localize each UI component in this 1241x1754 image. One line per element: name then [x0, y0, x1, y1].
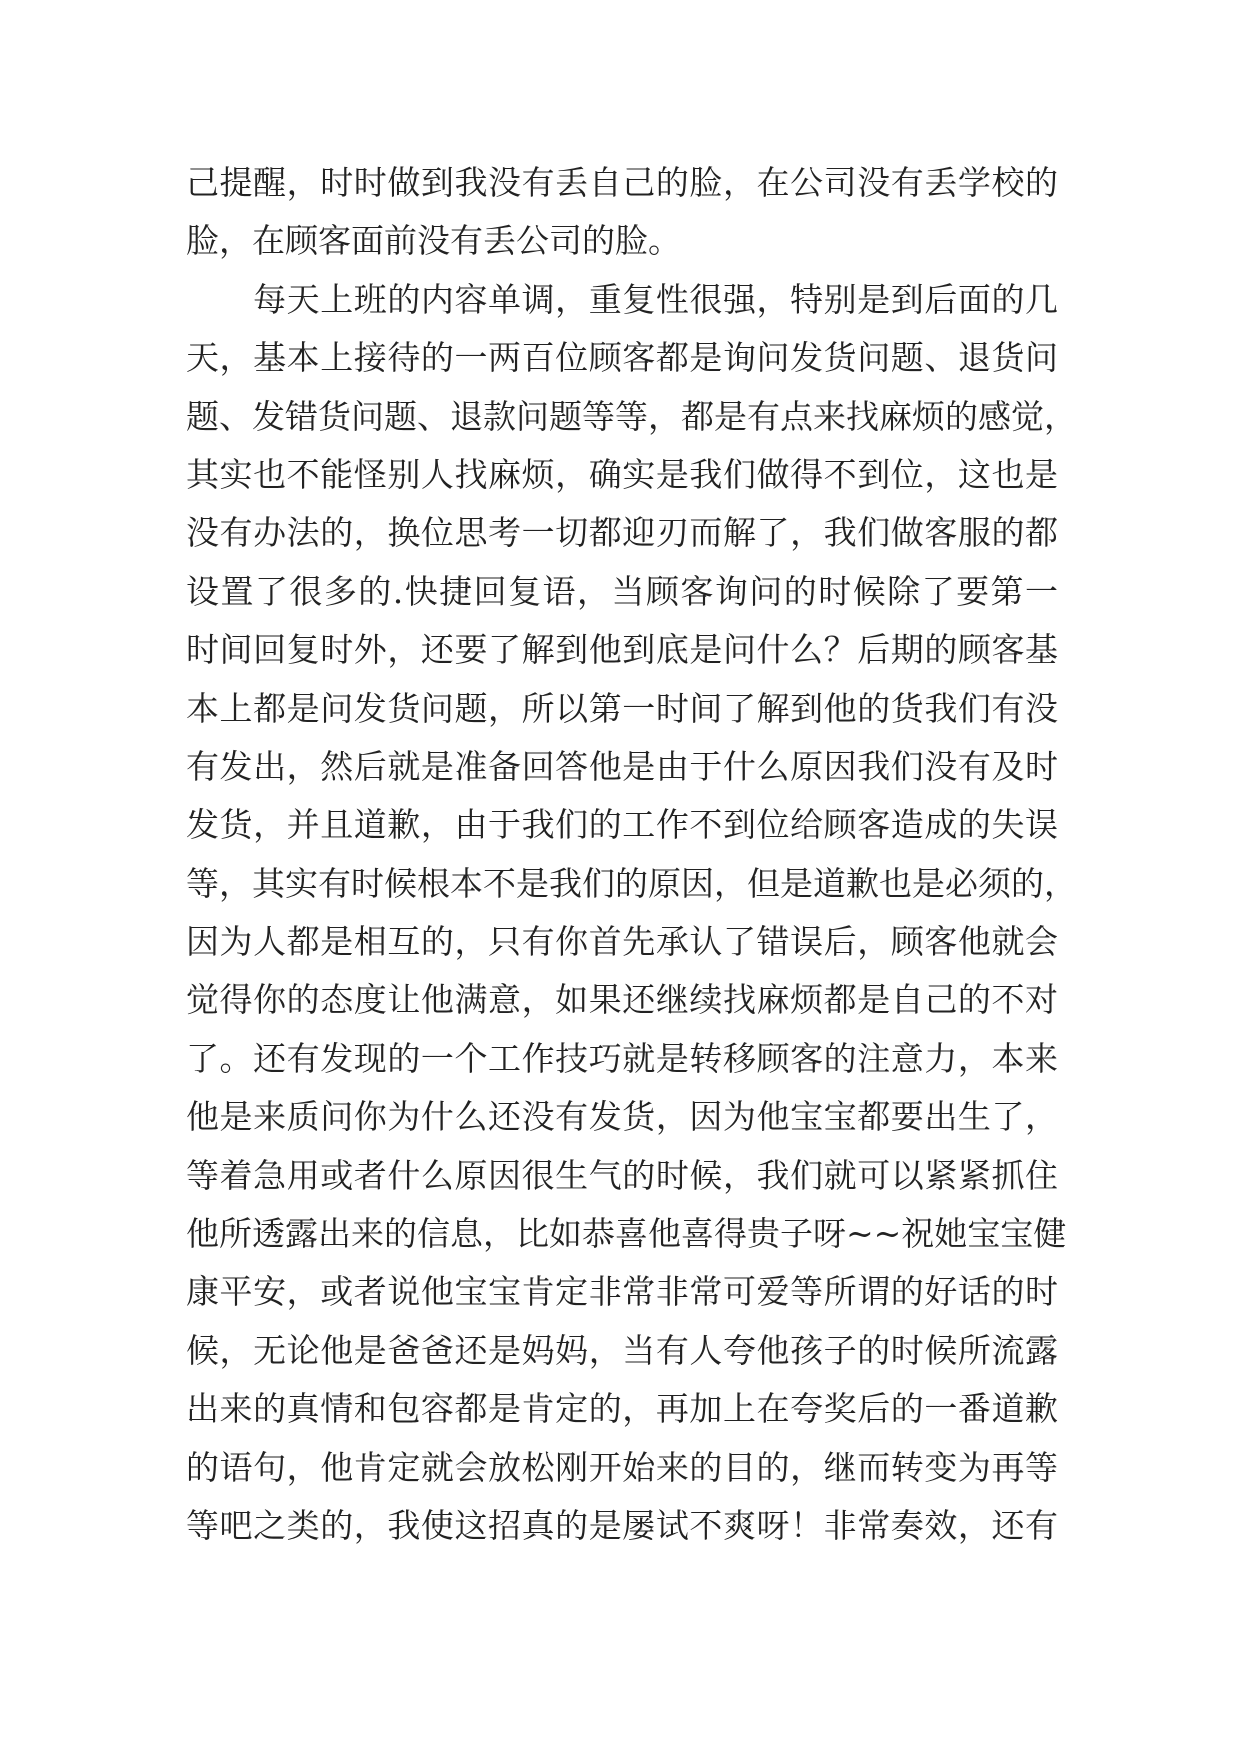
text-line: 等，其实有时候根本不是我们的原因，但是道歉也是必须的， [186, 863, 1077, 903]
text-line: 因为人都是相互的，只有你首先承认了错误后，顾客他就会 [186, 922, 1058, 962]
text-line: 了。还有发现的一个工作技巧就是转移顾客的注意力，本来 [186, 1038, 1058, 1078]
text-line: 本上都是问发货问题，所以第一时间了解到他的货我们有没 [186, 688, 1058, 728]
text-line: 他所透露出来的信息，比如恭喜他喜得贵子呀~~祝她宝宝健 [186, 1214, 1067, 1254]
text-line: 出来的真情和包容都是肯定的，再加上在夸奖后的一番道歉 [186, 1389, 1058, 1429]
text-line: 天，基本上接待的一两百位顾客都是询问发货问题、退货问 [186, 338, 1058, 378]
text-line: 发货，并且道歉，由于我们的工作不到位给顾客造成的失误 [186, 805, 1058, 845]
text-line: 设置了很多的.快捷回复语，当顾客询问的时候除了要第一 [186, 571, 1058, 611]
body-text [186, 154, 1077, 1555]
text-line: 每天上班的内容单调，重复性很强，特别是到后面的几 [186, 279, 1058, 319]
text-line: 脸，在顾客面前没有丢公司的脸。 [186, 221, 681, 261]
text-line: 等吧之类的，我使这招真的是屡试不爽呀！非常奏效，还有 [186, 1505, 1058, 1545]
text-line: 其实也不能怪别人找麻烦，确实是我们做得不到位，这也是 [186, 454, 1058, 494]
text-line: 有发出，然后就是准备回答他是由于什么原因我们没有及时 [186, 746, 1058, 786]
paragraph-1 [186, 154, 1058, 271]
paragraph-2 [186, 271, 1077, 1556]
text-line: 觉得你的态度让他满意，如果还继续找麻烦都是自己的不对 [186, 980, 1058, 1020]
text-line: 等着急用或者什么原因很生气的时候，我们就可以紧紧抓住 [186, 1155, 1058, 1195]
text-line: 时间回复时外，还要了解到他到底是问什么？后期的顾客基 [186, 630, 1058, 670]
text-line: 题、发错货问题、退款问题等等，都是有点来找麻烦的感觉， [186, 396, 1077, 436]
text-line: 己提醒，时时做到我没有丢自己的脸，在公司没有丢学校的 [186, 163, 1058, 202]
text-line: 他是来质问你为什么还没有发货，因为他宝宝都要出生了， [186, 1097, 1058, 1137]
text-line: 的语句，他肯定就会放松刚开始来的目的，继而转变为再等 [186, 1447, 1058, 1487]
text-line: 候，无论他是爸爸还是妈妈，当有人夸他孩子的时候所流露 [186, 1330, 1058, 1370]
text-line: 没有办法的，换位思考一切都迎刃而解了，我们做客服的都 [186, 513, 1058, 553]
text-line: 康平安，或者说他宝宝肯定非常非常可爱等所谓的好话的时 [186, 1272, 1058, 1312]
